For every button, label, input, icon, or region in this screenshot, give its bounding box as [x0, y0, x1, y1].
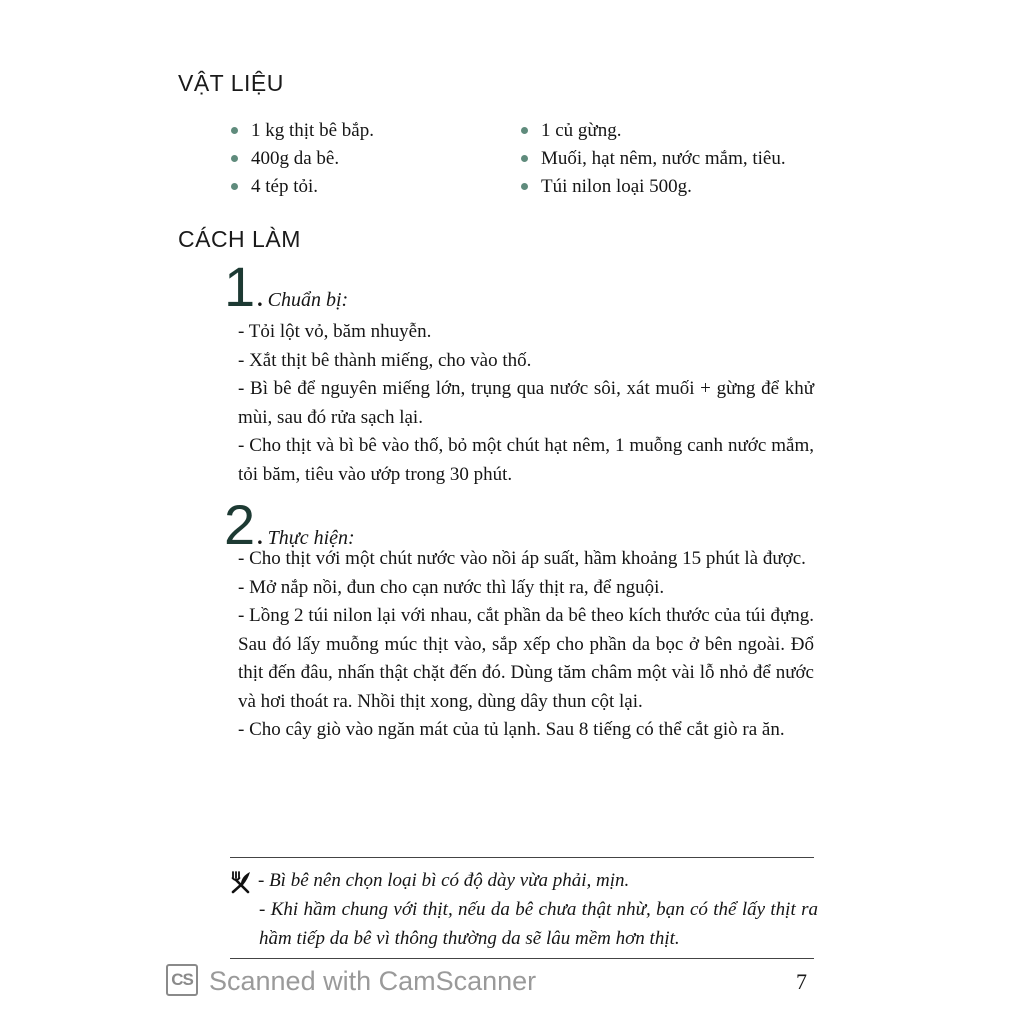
- step-2-body: [238, 545, 814, 745]
- tip-line: - Khi hầm chung với thịt, nếu da bê chưa thật nhừ, bạn có thể lấy thịt ra hầm tiếp da bê vì thông thường da sẽ lâu mềm hơn thịt.: [259, 899, 818, 949]
- ingredient-text: 1 củ gừng.: [541, 120, 622, 141]
- step-dot: .: [257, 524, 263, 549]
- tips-divider-top: [230, 857, 814, 858]
- ingredient-item: [231, 145, 374, 173]
- ingredient-item: [231, 173, 374, 201]
- ingredient-item: [521, 117, 786, 145]
- step-title: Chuẩn bị:: [267, 289, 349, 311]
- materials-heading: VẬT LIỆU: [178, 70, 284, 96]
- tips-divider-bottom: [230, 958, 814, 959]
- step-line: - Xắt thịt bê thành miếng, cho vào thố.: [238, 349, 532, 371]
- bullet-dot: [521, 183, 528, 190]
- ingredient-item: [521, 145, 786, 173]
- tips-box: [258, 866, 818, 953]
- bullet-dot: [231, 155, 238, 162]
- ingredient-text: 400g da bê.: [251, 148, 340, 169]
- ingredient-text: Túi nilon loại 500g.: [541, 176, 692, 197]
- ingredient-item: [231, 117, 374, 145]
- step-line: - Mở nắp nồi, đun cho cạn nước thì lấy thịt ra, để nguội.: [238, 576, 665, 598]
- bullet-dot: [231, 183, 238, 190]
- ingredient-text: Muối, hạt nêm, nước mắm, tiêu.: [541, 148, 786, 169]
- ingredient-item: [521, 173, 786, 201]
- step-line: - Tỏi lột vỏ, băm nhuyễn.: [238, 321, 432, 342]
- step-line: - Lồng 2 túi nilon lại với nhau, cắt phần da bê theo kích thước của túi đựng. Sau đó lấy muỗng múc thịt vào, sắp xếp cho phần da bọc ở bên ngoài. Đổ thịt đến đâu, nhấn thật chặt đến đó. Dùng tăm châm một vài lỗ nhỏ để nước và hơi thoát ra. Nhồi thịt xong, dùng dây thun cột lại.: [238, 605, 814, 712]
- watermark-text: Scanned with CamScanner: [209, 966, 537, 996]
- fork-knife-icon: [229, 870, 253, 894]
- step-title: Thực hiện:: [267, 527, 355, 549]
- step-line: - Cho thịt với một chút nước vào nồi áp suất, hầm khoảng 15 phút là được.: [238, 548, 806, 569]
- step-number: 1: [224, 255, 256, 318]
- step-number: 2: [224, 493, 256, 556]
- method-heading: CÁCH LÀM: [178, 226, 301, 252]
- ingredient-text: 1 kg thịt bê bắp.: [251, 120, 374, 141]
- camscanner-logo-icon: CS: [166, 964, 198, 996]
- step-line: - Bì bê để nguyên miếng lớn, trụng qua nước sôi, xát muối + gừng để khử mùi, sau đó rửa sạch lại.: [238, 378, 814, 428]
- bullet-dot: [521, 155, 528, 162]
- tip-line: - Bì bê nên chọn loại bì có độ dày vừa phải, mịn.: [258, 870, 630, 891]
- bullet-dot: [231, 127, 238, 134]
- step-1-header: [224, 255, 349, 318]
- bullet-dot: [521, 127, 528, 134]
- step-1-body: [238, 318, 814, 489]
- ingredients-right-column: [521, 117, 786, 201]
- step-line: - Cho cây giò vào ngăn mát của tủ lạnh. Sau 8 tiếng có thể cắt giò ra ăn.: [238, 719, 785, 740]
- step-line: - Cho thịt và bì bê vào thố, bỏ một chút hạt nêm, 1 muỗng canh nước mắm, tỏi băm, tiêu vào ướp trong 30 phút.: [238, 435, 814, 485]
- ingredients-left-column: [231, 117, 374, 201]
- step-dot: .: [257, 286, 263, 311]
- page-number: 7: [796, 969, 807, 994]
- ingredient-text: 4 tép tỏi.: [251, 176, 319, 197]
